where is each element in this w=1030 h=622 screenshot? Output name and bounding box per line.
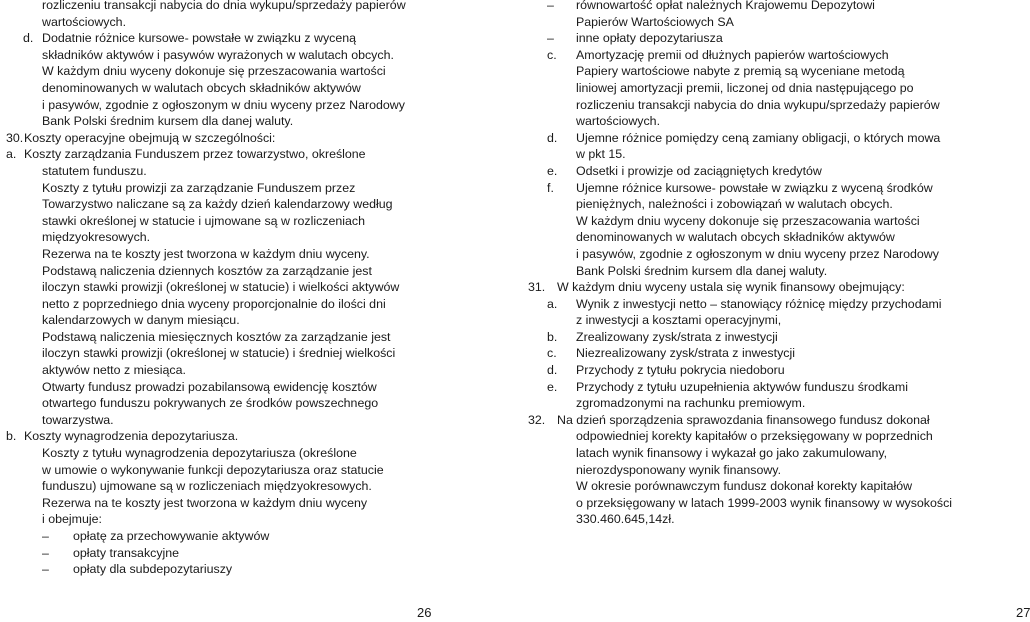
page-number-right: 27 — [1016, 605, 1030, 620]
line-text: kalendarzowych w danym miesiącu. — [42, 313, 240, 328]
line-text: denominowanych w walutach obcych składników aktywów — [42, 80, 361, 95]
text-line — [6, 379, 454, 396]
line-text: z inwestycji a kosztami operacyjnymi, — [576, 313, 782, 328]
text-line — [528, 379, 960, 396]
line-text: Ujemne różnice kursowe- powstałe w związku z wyceną środków — [576, 180, 933, 195]
right-page-text — [528, 0, 960, 528]
list-marker: c. — [547, 346, 557, 361]
text-line — [6, 412, 454, 429]
line-text: W każdym dniu wyceny dokonuje się przeszacowania wartości — [42, 64, 386, 79]
line-text: 330.460.645,14zł. — [576, 512, 675, 527]
text-line — [528, 362, 960, 379]
bullet-dash: – — [42, 529, 49, 543]
text-line — [6, 495, 454, 512]
text-line — [6, 113, 454, 130]
line-text: W okresie porównawczym fundusz dokonał korekty kapitałów — [576, 479, 913, 494]
bullet-dash: – — [547, 31, 554, 46]
text-line — [6, 279, 454, 296]
bullet-dash: – — [42, 562, 49, 577]
left-page-text — [6, 0, 454, 578]
text-line — [528, 14, 960, 31]
text-line — [6, 14, 454, 31]
line-text: Przychody z tytułu pokrycia niedoboru — [576, 363, 785, 378]
line-text: Papierów Wartościowych SA — [576, 14, 734, 29]
line-text: liniowej amortyzacji premii, liczonej od dnia następującego po — [576, 80, 914, 95]
text-line — [528, 345, 960, 362]
text-line — [528, 146, 960, 163]
text-line — [528, 130, 960, 147]
text-line — [528, 163, 960, 180]
right-page — [480, 0, 1030, 621]
line-text: odpowiedniej korekty kapitałów o przeksięgowany w poprzednich — [576, 429, 933, 444]
line-text: Koszty zarządzania Funduszem przez towarzystwo, określone — [24, 147, 366, 162]
list-marker: a. — [6, 147, 17, 162]
text-line — [6, 511, 454, 528]
text-line — [528, 30, 960, 47]
text-line — [6, 561, 454, 578]
text-line — [6, 130, 454, 147]
line-text: wartościowych. — [576, 114, 661, 129]
line-text: funduszu) ujmowane są w rozliczeniach międzyokresowych. — [42, 479, 372, 494]
text-line — [6, 545, 454, 562]
text-line — [528, 511, 960, 528]
list-marker: d. — [547, 130, 558, 145]
text-line — [6, 180, 454, 197]
text-line — [6, 329, 454, 346]
text-line — [6, 345, 454, 362]
line-text: o przeksięgowany w latach 1999-2003 wynik finansowy w wysokości — [576, 495, 953, 510]
line-text: równowartość opłat należnych Krajowemu Depozytowi — [576, 0, 875, 12]
line-text: Zrealizowany zysk/strata z inwestycji — [576, 329, 778, 344]
line-text: rozliczeniu transakcji nabycia do dnia wykupu/sprzedaży papierów — [42, 0, 406, 12]
text-line — [528, 412, 960, 429]
line-text: Dodatnie różnice kursowe- powstałe w związku z wyceną — [42, 31, 357, 46]
text-line — [6, 163, 454, 180]
text-line — [528, 196, 960, 213]
line-text: Bank Polski średnim kursem dla danej waluty. — [576, 263, 828, 278]
line-text: wartościowych. — [42, 14, 127, 29]
line-text: pieniężnych, należności i zobowiązań w walutach obcych. — [576, 197, 893, 212]
text-line — [6, 528, 454, 545]
text-line — [528, 428, 960, 445]
list-marker: e. — [547, 379, 558, 394]
line-text: opłaty transakcyjne — [73, 545, 180, 560]
text-line — [528, 312, 960, 329]
line-text: zgromadzonymi na rachunku premiowym. — [576, 396, 806, 411]
line-text: aktywów netto z miesiąca. — [42, 363, 186, 378]
text-line — [528, 113, 960, 130]
text-line — [528, 329, 960, 346]
list-marker: d. — [547, 363, 558, 378]
list-marker: f. — [547, 180, 554, 195]
line-text: Koszty operacyjne obejmują w szczególności: — [24, 130, 276, 145]
line-text: inne opłaty depozytariusza — [576, 31, 723, 46]
line-text: Koszty wynagrodzenia depozytariusza. — [24, 429, 239, 444]
list-marker: 32. — [528, 412, 546, 427]
text-line — [6, 146, 454, 163]
list-marker: a. — [547, 296, 558, 311]
text-line — [6, 97, 454, 114]
line-text: składników aktywów i pasywów wyrażonych w walutach obcych. — [42, 47, 394, 62]
text-line — [528, 97, 960, 114]
line-text: statutem funduszu. — [42, 163, 147, 178]
line-text: Podstawą naliczenia miesięcznych kosztów za zarządzanie jest — [42, 329, 391, 344]
text-line — [528, 263, 960, 280]
text-line — [6, 196, 454, 213]
line-text: Niezrealizowany zysk/strata z inwestycji — [576, 346, 795, 361]
line-text: międzyokresowych. — [42, 230, 151, 245]
line-text: Rezerwa na te koszty jest tworzona w każdym dniu wyceny — [42, 495, 368, 510]
text-line — [6, 395, 454, 412]
text-line — [528, 47, 960, 64]
line-text: W każdym dniu wyceny ustala się wynik finansowy obejmujący: — [557, 280, 905, 295]
text-line — [528, 63, 960, 80]
line-text: Papiery wartościowe nabyte z premią są wyceniane metodą — [576, 64, 905, 79]
text-line — [528, 462, 960, 479]
page-number-left: 26 — [417, 605, 432, 620]
list-marker: e. — [547, 163, 558, 178]
text-line — [528, 180, 960, 197]
line-text: Otwarty fundusz prowadzi pozabilansową ewidencję kosztów — [42, 379, 377, 394]
line-text: opłaty dla subdepozytariuszy — [73, 562, 233, 577]
text-line — [528, 279, 960, 296]
line-text: Rezerwa na te koszty jest tworzona w każdym dniu wyceny. — [42, 246, 370, 261]
text-line — [6, 462, 454, 479]
list-marker: 31. — [528, 280, 546, 295]
line-text: Wynik z inwestycji netto – stanowiący różnicę między przychodami — [576, 296, 942, 311]
text-line — [6, 263, 454, 280]
line-text: opłatę za przechowywanie aktywów — [73, 529, 270, 543]
line-text: w umowie o wykonywanie funkcji depozytariusza oraz statucie — [42, 462, 384, 477]
line-text: towarzystwa. — [42, 412, 114, 427]
text-line — [528, 80, 960, 97]
text-line — [528, 445, 960, 462]
line-text: stawki określonej w statucie i ujmowane są w rozliczeniach — [42, 213, 365, 228]
line-text: Koszty z tytułu wynagrodzenia depozytariusza (określone — [42, 446, 357, 461]
line-text: i obejmuje: — [42, 512, 102, 527]
line-text: rozliczeniu transakcji nabycia do dnia wykupu/sprzedaży papierów — [576, 97, 940, 112]
line-text: Odsetki i prowizje od zaciągniętych kredytów — [576, 163, 822, 178]
line-text: iloczyn stawki prowizji (określonej w statucie) i średniej wielkości — [42, 346, 396, 361]
text-line — [528, 478, 960, 495]
text-line — [6, 362, 454, 379]
text-line — [6, 246, 454, 263]
line-text: Na dzień sporządzenia sprawozdania finansowego fundusz dokonał — [557, 412, 930, 427]
text-line — [6, 428, 454, 445]
line-text: Towarzystwo naliczane są za każdy dzień kalendarzowy według — [42, 197, 393, 212]
text-line — [6, 80, 454, 97]
line-text: Amortyzację premii od dłużnych papierów wartościowych — [576, 47, 889, 62]
list-marker: 30. — [6, 130, 24, 145]
line-text: i pasywów, zgodnie z ogłoszonym w dniu wyceny przez Narodowy — [576, 246, 939, 261]
list-marker: d. — [23, 31, 34, 46]
text-line — [6, 229, 454, 246]
line-text: denominowanych w walutach obcych składników aktywów — [576, 230, 895, 245]
text-line — [6, 30, 454, 47]
text-line — [528, 495, 960, 512]
text-line — [528, 246, 960, 263]
line-text: Koszty z tytułu prowizji za zarządzanie Funduszem przez — [42, 180, 356, 195]
line-text: nierozdysponowany wynik finansowy. — [576, 462, 782, 477]
list-marker: b. — [547, 329, 558, 344]
line-text: otwartego funduszu pokrywanych ze środków powszechnego — [42, 396, 379, 411]
text-line — [528, 395, 960, 412]
text-line — [6, 213, 454, 230]
line-text: netto z poprzedniego dnia wyceny proporcjonalnie do ilości dni — [42, 296, 386, 311]
line-text: iloczyn stawki prowizji (określonej w statucie) i wielkości aktywów — [42, 280, 400, 295]
line-text: Przychody z tytułu uzupełnienia aktywów funduszu środkami — [576, 379, 908, 394]
line-text: latach wynik finansowy i wykazał go jako zakumulowany, — [576, 446, 888, 461]
line-text: Bank Polski średnim kursem dla danej waluty. — [42, 114, 294, 129]
list-marker: b. — [6, 429, 17, 444]
text-line — [528, 229, 960, 246]
left-page — [0, 0, 480, 621]
text-line — [6, 478, 454, 495]
text-line — [6, 296, 454, 313]
bullet-dash: – — [42, 545, 49, 560]
line-text: w pkt 15. — [576, 147, 626, 162]
line-text: W każdym dniu wyceny dokonuje się przeszacowania wartości — [576, 213, 920, 228]
line-text: Podstawą naliczenia dziennych kosztów za zarządzanie jest — [42, 263, 372, 278]
text-line — [6, 312, 454, 329]
text-line — [6, 47, 454, 64]
line-text: i pasywów, zgodnie z ogłoszonym w dniu wyceny przez Narodowy — [42, 97, 405, 112]
text-line — [6, 445, 454, 462]
bullet-dash: – — [547, 0, 554, 12]
line-text: Ujemne różnice pomiędzy ceną zamiany obligacji, o których mowa — [576, 130, 941, 145]
text-line — [528, 296, 960, 313]
text-line — [6, 63, 454, 80]
text-line — [6, 0, 454, 14]
text-line — [528, 0, 960, 14]
text-line — [528, 213, 960, 230]
list-marker: c. — [547, 47, 557, 62]
